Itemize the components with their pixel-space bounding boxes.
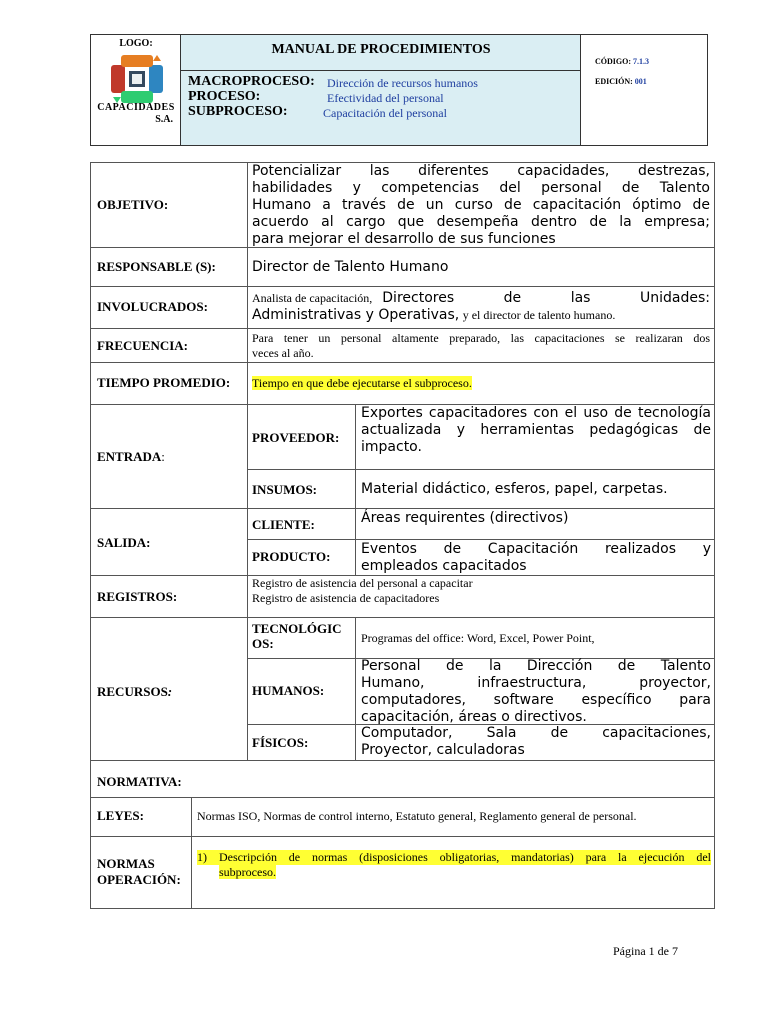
frecuencia-label: FRECUENCIA:: [97, 338, 188, 353]
objetivo-line: Potencializar las diferentes capacidades, destrezas,: [252, 163, 710, 179]
codigo-value: 7.1.3: [633, 57, 649, 66]
objetivo-line: Humano a través de un curso de capacitación óptimo de: [252, 197, 710, 213]
insumos-label: INSUMOS:: [252, 482, 318, 497]
frecuencia-line: veces al año.: [252, 346, 314, 360]
company-logo-icon: [109, 53, 165, 105]
frecuencia-line: Para tener un personal altamente preparado, las capacitaciones se realizaran dos: [252, 331, 710, 345]
tecnologicos-label: [252, 621, 342, 651]
fisicos-value: [361, 725, 711, 759]
insumos-value: Material didáctico, esferos, papel, carpetas.: [361, 481, 668, 497]
proveedor-line: impacto.: [361, 439, 422, 455]
proveedor-line: Exportes capacitadores con el uso de tecnología: [361, 405, 711, 421]
tiempo-label: TIEMPO PROMEDIO:: [97, 375, 231, 390]
involucrados-part: Administrativas y Operativas,: [252, 307, 460, 323]
tecnologicos-label-line: OS:: [252, 636, 274, 651]
objetivo-label: OBJETIVO:: [97, 197, 169, 212]
leyes-label: LEYES:: [97, 808, 144, 823]
normas-label-line: NORMAS: [97, 856, 155, 871]
recursos-colon: :: [167, 684, 173, 699]
proceso-value: Efectividad del personal: [327, 91, 444, 105]
responsable-label: RESPONSABLE (S):: [97, 259, 216, 274]
involucrados-part: y el director de talento humano.: [462, 308, 616, 322]
registros-line: Registro de asistencia de capacitadores: [252, 591, 440, 605]
registros-label: REGISTROS:: [97, 589, 178, 604]
involucrados-label: INVOLUCRADOS:: [97, 299, 208, 314]
humanos-value: [361, 658, 711, 726]
involucrados-value: [252, 290, 710, 324]
entrada-label-text: ENTRADA: [97, 449, 162, 464]
logo-label: LOGO:: [119, 38, 153, 49]
proveedor-line: actualizada y herramientas pedagógicas de: [361, 422, 711, 438]
header-center: [181, 35, 581, 145]
edicion-value: 001: [634, 77, 647, 86]
normas-item-number: 1): [197, 850, 219, 865]
humanos-label: HUMANOS:: [252, 683, 325, 698]
fisicos-line: Proyector, calculadoras: [361, 742, 525, 758]
involucrados-part: Directores de las Unidades:: [382, 290, 710, 306]
tiempo-value: [252, 376, 472, 391]
producto-line: Eventos de Capacitación realizados y: [361, 541, 711, 557]
macroproceso-label: MACROPROCESO:: [188, 74, 315, 89]
salida-label: SALIDA:: [97, 535, 151, 550]
codigo: [595, 57, 649, 66]
recursos-label: [97, 684, 172, 700]
company-name: CAPACIDADES: [97, 102, 175, 113]
producto-value: [361, 541, 711, 575]
company-suffix: S.A.: [155, 114, 173, 125]
header-codes: [581, 35, 707, 145]
subproceso-value: Capacitación del personal: [323, 106, 447, 120]
logo-cell: [91, 35, 181, 145]
proceso-label: PROCESO:: [188, 89, 261, 104]
objetivo-value: [252, 163, 710, 248]
normas-operacion-value: [197, 850, 711, 880]
involucrados-part: Analista de capacitación,: [252, 291, 373, 305]
objetivo-line: acuerdo al cargo que desempeña dentro de la empresa;: [252, 214, 710, 230]
entrada-colon: :: [161, 449, 165, 464]
cliente-label: CLIENTE:: [252, 517, 315, 532]
recursos-label-text: RECURSOS: [97, 684, 168, 699]
document-header: [90, 34, 708, 146]
humanos-line: capacitación, áreas o directivos.: [361, 709, 587, 725]
objetivo-line: habilidades y competencias del personal de Talento: [252, 180, 710, 196]
registros-value: [252, 576, 473, 606]
tiempo-highlight: Tiempo en que debe ejecutarse el subproceso.: [252, 376, 472, 390]
fisicos-line: Computador, Sala de capacitaciones,: [361, 725, 711, 741]
humanos-line: Humano, infraestructura, proyector,: [361, 675, 711, 691]
proveedor-value: [361, 405, 711, 456]
frecuencia-value: [252, 331, 710, 361]
procedure-table: [90, 162, 715, 909]
producto-line: empleados capacitados: [361, 558, 527, 574]
normas-item-line: Descripción de normas (disposiciones obligatorias, mandatorias) para la ejecución del: [219, 850, 711, 864]
registros-line: Registro de asistencia del personal a capacitar: [252, 576, 473, 590]
page-number: Página 1 de 7: [613, 944, 678, 958]
humanos-line: computadores, software específico para: [361, 692, 711, 708]
entrada-label: [97, 449, 165, 465]
leyes-value: Normas ISO, Normas de control interno, Estatuto general, Reglamento general de personal.: [197, 809, 637, 823]
humanos-line: Personal de la Dirección de Talento: [361, 658, 711, 674]
producto-label: PRODUCTO:: [252, 549, 331, 564]
normativa-label: NORMATIVA:: [97, 774, 182, 789]
tecnologicos-label-line: TECNOLÓGIC: [252, 621, 342, 636]
normas-label-line: OPERACIÓN:: [97, 872, 181, 887]
fisicos-label: FÍSICOS:: [252, 735, 309, 750]
tecnologicos-value: Programas del office: Word, Excel, Power Point,: [361, 631, 595, 645]
title-row: [181, 35, 581, 71]
macroproceso-value: Dirección de recursos humanos: [327, 76, 478, 90]
manual-title: MANUAL DE PROCEDIMIENTOS: [271, 42, 491, 57]
responsable-value: Director de Talento Humano: [252, 259, 449, 275]
objetivo-line: para mejorar el desarrollo de sus funciones: [252, 231, 556, 247]
edicion: [595, 77, 647, 86]
codigo-label: CÓDIGO:: [595, 57, 631, 66]
proveedor-label: PROVEEDOR:: [252, 430, 340, 445]
edicion-label: EDICIÓN:: [595, 77, 633, 86]
cliente-value: Áreas requirentes (directivos): [361, 510, 569, 526]
normas-item-line: subproceso.: [219, 865, 276, 879]
normas-operacion-label: [97, 856, 181, 888]
subproceso-label: SUBPROCESO:: [188, 104, 288, 119]
